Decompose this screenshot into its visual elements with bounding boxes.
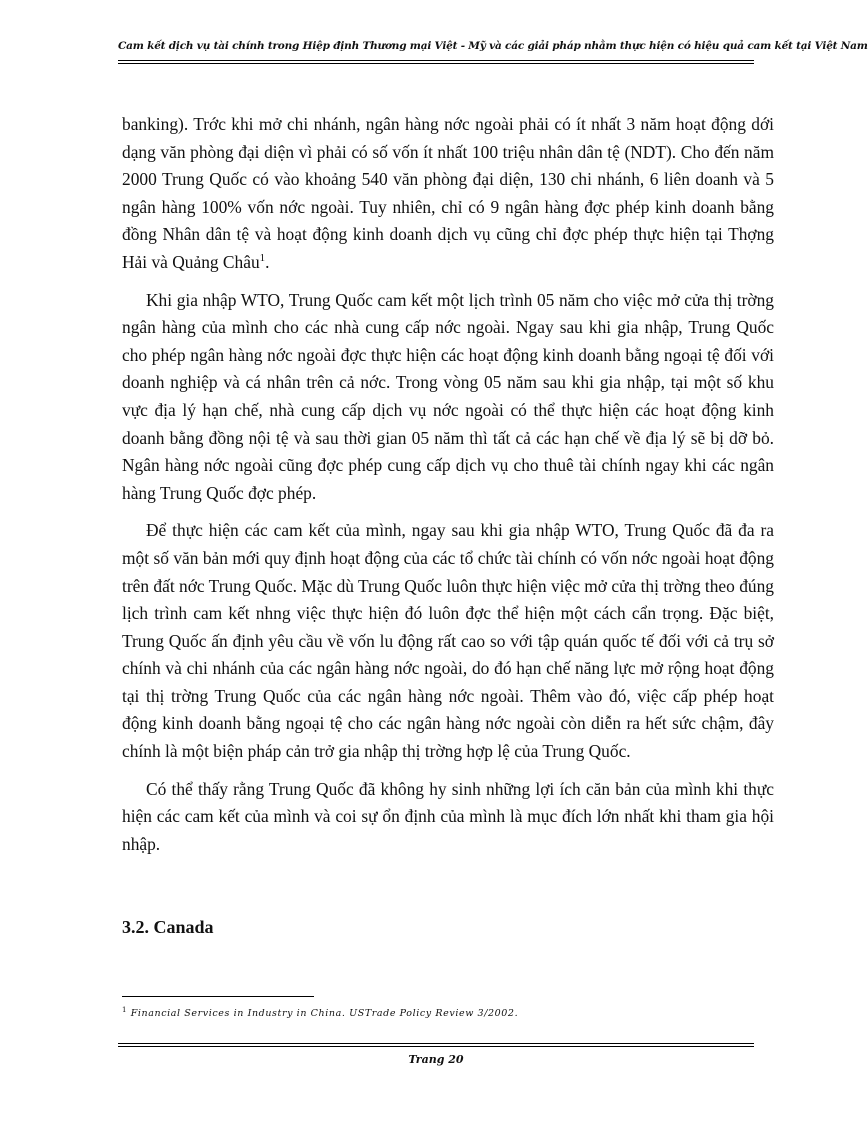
page-number: Trang 20 <box>408 1053 464 1066</box>
paragraph-3 <box>122 517 774 765</box>
footnote <box>122 1006 518 1019</box>
paragraph-2-text: Khi gia nhập WTO, Trung Quốc cam kết một lịch trình 05 năm cho việc mở cửa thị trờng ngân hàng của mình cho các nhà cung cấp nớc ngoài. Ngay sau khi gia nhập, Trung Quốc cho phép ngân hàng nớc ngoài đợc thực hiện các hoạt động kinh doanh bằng ngoại tệ đối với doanh nghiệp và cá nhân trên cả nớc. Trong vòng 05 năm sau khi gia nhập, tại một số khu vực địa lý hạn chế, nhà cung cấp dịch vụ nớc ngoài có thể thực hiện các hoạt động kinh doanh bằng đồng nội tệ và sau thời gian 05 năm thì tất cả các hạn chế về địa lý sẽ bị dỡ bỏ. Ngân hàng nớc ngoài cũng đợc phép cung cấp dịch vụ cho thuê tài chính ngay khi các ngân hàng Trung Quốc đợc phép. <box>122 289 774 503</box>
footnote-ref: 1 <box>259 252 266 265</box>
paragraph-3-text: Để thực hiện các cam kết của mình, ngay sau khi gia nhập WTO, Trung Quốc đã đa ra một số văn bản mới quy định hoạt động của các tổ chức tài chính có vốn nớc ngoài hoạt động trên đất nớc Trung Quốc. Mặc dù Trung Quốc luôn thực hiện việc mở cửa thị trờng theo đúng lịch trình cam kết nhng việc thực hiện đó luôn đợc thể hiện một cách cẩn trọng. Đặc biệt, Trung Quốc ấn định yêu cầu về vốn lu động rất cao so với tập quán quốc tế đối với cả trụ sở chính và chi nhánh của các ngân hàng nớc ngoài, do đó hạn chế năng lực mở rộng hoạt động tại thị trờng Trung Quốc của các ngân hàng nớc ngoài. Thêm vào đó, việc cấp phép hoạt động kinh doanh bằng ngoại tệ cho các ngân hàng nớc ngoài còn diễn ra hết sức chậm, đây chính là một biện pháp cản trở gia nhập thị trờng hợp lệ của Trung Quốc. <box>122 520 774 762</box>
section-heading: 3.2. Canada <box>122 917 214 937</box>
paragraph-4 <box>122 776 774 859</box>
paragraph-1-text: banking). Trớc khi mở chi nhánh, ngân hàng nớc ngoài phải có ít nhất 3 năm hoạt động dới dạng văn phòng đại diện vì phải có số vốn ít nhất 100 triệu nhân dân tệ (NDT). Cho đến năm 2000 Trung Quốc có vào khoảng 540 văn phòng đại diện, 130 chi nhánh, 6 liên doanh và 5 ngân hàng 100% vốn nớc ngoài. Tuy nhiên, chỉ có 9 ngân hàng đợc phép kinh doanh bằng đồng Nhân dân tệ và hoạt động kinh doanh dịch vụ cũng chỉ đợc phép thực hiện tại Thợng Hải và Quảng Châu <box>122 114 774 272</box>
header-rule-bottom <box>118 63 754 64</box>
footer-rule-top <box>118 1043 754 1044</box>
footer-rule-bottom <box>118 1046 754 1047</box>
paragraph-4-text: Có thể thấy rằng Trung Quốc đã không hy sinh những lợi ích căn bản của mình khi thực hiện các cam kết của mình và coi sự ổn định của mình là mục đích lớn nhất khi tham gia hội nhập. <box>122 778 774 854</box>
paragraph-2 <box>122 287 774 508</box>
header-rule-top <box>118 60 754 61</box>
paragraph-1: banking). Trớc khi mở chi nhánh, ngân hàng nớc ngoài phải có ít nhất 3 năm hoạt động dới dạng văn phòng đại diện vì phải có số vốn ít nhất 100 triệu nhân dân tệ (NDT). Cho đến năm 2000 Trung Quốc có vào khoảng 540 văn phòng đại diện, 130 chi nhánh, 6 liên doanh và 5 ngân hàng 100% vốn nớc ngoài. Tuy nhiên, chỉ có 9 ngân hàng đợc phép kinh doanh bằng đồng Nhân dân tệ và hoạt động kinh doanh dịch vụ cũng chỉ đợc phép thực hiện tại Thợng Hải và Quảng Châu$^1$. <box>122 114 774 272</box>
footnote-marker: 1 <box>122 1006 128 1014</box>
footnote-rule <box>122 996 314 997</box>
running-header: Cam kết dịch vụ tài chính trong Hiệp định Thương mại Việt - Mỹ và các giải pháp nhằm thực hiện có hiệu quả cam kết tại Việt Nam <box>118 40 868 52</box>
footnote-text: Financial Services in Industry in China. USTrade Policy Review 3/2002. <box>130 1008 519 1020</box>
body-text <box>122 111 774 868</box>
